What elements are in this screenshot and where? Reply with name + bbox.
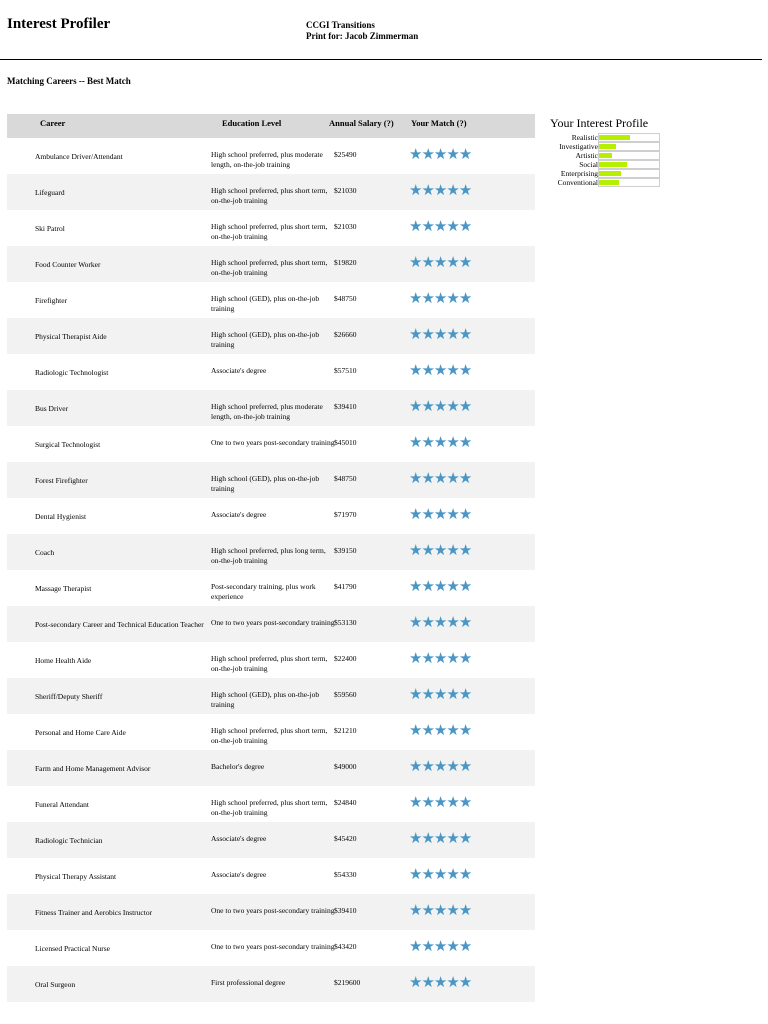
- table-row: [7, 210, 535, 246]
- star-icon: ★: [446, 831, 459, 847]
- star-icon: ★: [409, 399, 422, 415]
- star-icon: ★: [433, 399, 447, 415]
- star-icon: ★: [458, 507, 472, 523]
- career-link[interactable]: Farm and Home Management Advisor: [35, 764, 151, 773]
- match-rating: [409, 364, 471, 379]
- star-icon: ★: [433, 687, 447, 703]
- table-body: [7, 138, 535, 1002]
- annual-salary: $57510: [334, 366, 357, 375]
- career-link[interactable]: Post-secondary Career and Technical Education Teacher: [35, 620, 204, 629]
- match-rating: [409, 724, 471, 739]
- star-icon: ★: [421, 363, 434, 379]
- career-link[interactable]: Firefighter: [35, 296, 68, 305]
- education-level: One to two years post-secondary training: [211, 942, 335, 951]
- star-icon: ★: [421, 579, 434, 595]
- star-icon: ★: [421, 795, 434, 811]
- star-icon: ★: [433, 651, 447, 667]
- career-link[interactable]: Surgical Technologist: [35, 440, 101, 449]
- star-icon: ★: [433, 543, 447, 559]
- star-icon: ★: [458, 831, 472, 847]
- star-icon: ★: [409, 363, 422, 379]
- star-icon: ★: [458, 651, 472, 667]
- star-icon: ★: [458, 939, 472, 955]
- star-icon: ★: [409, 867, 422, 883]
- match-rating: [409, 652, 471, 667]
- star-icon: ★: [458, 363, 472, 379]
- profile-bar-track: [598, 160, 660, 169]
- star-icon: ★: [458, 543, 472, 559]
- table-row: [7, 318, 535, 354]
- star-icon: ★: [409, 507, 422, 523]
- table-row: [7, 786, 535, 822]
- star-icon: ★: [433, 147, 447, 163]
- education-level: High school (GED), plus on-the-job training: [211, 690, 320, 709]
- section-title: Matching Careers -- Best Match: [7, 76, 131, 86]
- star-icon: ★: [409, 831, 422, 847]
- column-header-salary[interactable]: Annual Salary (?): [329, 118, 394, 128]
- star-icon: ★: [433, 579, 447, 595]
- match-rating: [409, 508, 471, 523]
- star-icon: ★: [433, 327, 447, 343]
- star-icon: ★: [458, 579, 472, 595]
- star-icon: ★: [421, 759, 434, 775]
- star-icon: ★: [421, 183, 434, 199]
- education-level: One to two years post-secondary training: [211, 438, 335, 447]
- annual-salary: $21210: [334, 726, 357, 735]
- match-rating: [409, 832, 471, 847]
- match-rating: [409, 904, 471, 919]
- star-icon: ★: [458, 975, 472, 991]
- star-icon: ★: [409, 579, 422, 595]
- careers-table: [7, 114, 535, 1002]
- star-icon: ★: [458, 687, 472, 703]
- table-row: [7, 246, 535, 282]
- table-row: [7, 714, 535, 750]
- table-row: [7, 390, 535, 426]
- match-rating: [409, 580, 471, 595]
- table-row: [7, 498, 535, 534]
- page-title: Interest Profiler: [7, 16, 111, 32]
- table-row: [7, 138, 535, 174]
- career-link[interactable]: Bus Driver: [35, 404, 69, 413]
- star-icon: ★: [421, 867, 434, 883]
- star-icon: ★: [409, 615, 422, 631]
- match-rating: [409, 220, 471, 235]
- annual-salary: $19820: [334, 258, 357, 267]
- education-level: One to two years post-secondary training: [211, 618, 335, 627]
- table-row: [7, 606, 535, 642]
- app-name: CCGI Transitions: [306, 20, 375, 30]
- star-icon: ★: [458, 435, 472, 451]
- star-icon: ★: [433, 255, 447, 271]
- profile-bar-track: [598, 151, 660, 160]
- match-rating: [409, 436, 471, 451]
- profile-row: [550, 169, 660, 178]
- education-level: Associate's degree: [211, 834, 267, 843]
- match-rating: [409, 688, 471, 703]
- table-row: [7, 642, 535, 678]
- star-icon: ★: [433, 831, 447, 847]
- table-row: [7, 282, 535, 318]
- star-icon: ★: [446, 471, 459, 487]
- profile-bar-track: [598, 178, 660, 187]
- career-link[interactable]: Fitness Trainer and Aerobics Instructor: [35, 908, 153, 917]
- education-level: High school preferred, plus short term, on-the-job training: [211, 186, 328, 205]
- table-row: [7, 174, 535, 210]
- star-icon: ★: [458, 183, 472, 199]
- star-icon: ★: [458, 471, 472, 487]
- star-icon: ★: [446, 219, 459, 235]
- education-level: High school (GED), plus on-the-job training: [211, 330, 320, 349]
- education-level: High school (GED), plus on-the-job training: [211, 294, 320, 313]
- star-icon: ★: [446, 687, 459, 703]
- match-rating: [409, 868, 471, 883]
- star-icon: ★: [409, 147, 422, 163]
- star-icon: ★: [446, 399, 459, 415]
- profile-bar: [599, 135, 630, 140]
- table-row: [7, 462, 535, 498]
- star-icon: ★: [421, 615, 434, 631]
- annual-salary: $45420: [334, 834, 357, 843]
- career-link[interactable]: Lifeguard: [35, 188, 65, 197]
- match-rating: [409, 184, 471, 199]
- table-header: [7, 114, 535, 138]
- print-for-label: Print for: Jacob Zimmerman: [306, 31, 419, 41]
- career-link[interactable]: Funeral Attendant: [35, 800, 89, 809]
- education-level: High school preferred, plus short term, on-the-job training: [211, 654, 328, 673]
- table-row: [7, 822, 535, 858]
- star-icon: ★: [458, 723, 472, 739]
- match-rating: [409, 256, 471, 271]
- star-icon: ★: [458, 399, 472, 415]
- star-icon: ★: [446, 759, 459, 775]
- match-rating: [409, 616, 471, 631]
- star-icon: ★: [409, 255, 422, 271]
- education-level: High school (GED), plus on-the-job training: [211, 474, 320, 493]
- annual-salary: $21030: [334, 186, 357, 195]
- star-icon: ★: [409, 723, 422, 739]
- star-icon: ★: [446, 867, 459, 883]
- annual-salary: $219600: [334, 978, 361, 987]
- match-rating: [409, 328, 471, 343]
- career-link[interactable]: Food Counter Worker: [35, 260, 101, 269]
- star-icon: ★: [446, 795, 459, 811]
- star-icon: ★: [421, 507, 434, 523]
- star-icon: ★: [409, 219, 422, 235]
- table-row: [7, 750, 535, 786]
- star-icon: ★: [433, 867, 447, 883]
- career-link[interactable]: Oral Surgeon: [35, 980, 76, 989]
- star-icon: ★: [421, 399, 434, 415]
- annual-salary: $49000: [334, 762, 357, 771]
- education-level: Post-secondary training, plus work experience: [211, 582, 316, 601]
- star-icon: ★: [458, 219, 472, 235]
- table-row: [7, 426, 535, 462]
- annual-salary: $21030: [334, 222, 357, 231]
- annual-salary: $39410: [334, 402, 357, 411]
- profile-row: [550, 133, 660, 142]
- star-icon: ★: [409, 795, 422, 811]
- star-icon: ★: [433, 291, 447, 307]
- star-icon: ★: [421, 255, 434, 271]
- star-icon: ★: [421, 903, 434, 919]
- career-link[interactable]: Licensed Practical Nurse: [35, 944, 110, 953]
- star-icon: ★: [458, 147, 472, 163]
- star-icon: ★: [421, 975, 434, 991]
- profile-label: Artistic: [575, 151, 598, 160]
- star-icon: ★: [409, 183, 422, 199]
- education-level: High school preferred, plus moderate length, on-the-job training: [211, 402, 323, 421]
- star-icon: ★: [458, 759, 472, 775]
- profile-row: [550, 178, 660, 187]
- match-rating: [409, 292, 471, 307]
- star-icon: ★: [446, 255, 459, 271]
- star-icon: ★: [421, 471, 434, 487]
- star-icon: ★: [446, 507, 459, 523]
- star-icon: ★: [433, 435, 447, 451]
- star-icon: ★: [446, 327, 459, 343]
- profile-row: [550, 160, 660, 169]
- profile-bar: [599, 162, 627, 167]
- header-info: [306, 20, 418, 42]
- star-icon: ★: [409, 939, 422, 955]
- star-icon: ★: [433, 219, 447, 235]
- profile-bar: [599, 153, 612, 158]
- star-icon: ★: [446, 975, 459, 991]
- table-row: [7, 930, 535, 966]
- education-level: Associate's degree: [211, 366, 267, 375]
- star-icon: ★: [409, 291, 422, 307]
- annual-salary: $24840: [334, 798, 357, 807]
- star-icon: ★: [409, 435, 422, 451]
- star-icon: ★: [409, 759, 422, 775]
- annual-salary: $43420: [334, 942, 357, 951]
- annual-salary: $39410: [334, 906, 357, 915]
- education-level: High school preferred, plus short term, on-the-job training: [211, 726, 328, 745]
- career-link[interactable]: Forest Firefighter: [35, 476, 88, 485]
- star-icon: ★: [433, 615, 447, 631]
- star-icon: ★: [446, 183, 459, 199]
- star-icon: ★: [421, 831, 434, 847]
- annual-salary: $48750: [334, 474, 357, 483]
- profile-bar: [599, 144, 616, 149]
- education-level: Associate's degree: [211, 510, 267, 519]
- star-icon: ★: [433, 795, 447, 811]
- star-icon: ★: [433, 183, 447, 199]
- star-icon: ★: [458, 291, 472, 307]
- star-icon: ★: [421, 327, 434, 343]
- profile-bar-track: [598, 142, 660, 151]
- table-row: [7, 570, 535, 606]
- education-level: High school preferred, plus short term, on-the-job training: [211, 798, 328, 817]
- star-icon: ★: [421, 543, 434, 559]
- star-icon: ★: [409, 327, 422, 343]
- annual-salary: $45010: [334, 438, 357, 447]
- profile-label: Realistic: [571, 133, 598, 142]
- star-icon: ★: [409, 975, 422, 991]
- education-level: First professional degree: [211, 978, 286, 987]
- star-icon: ★: [446, 543, 459, 559]
- annual-salary: $59560: [334, 690, 357, 699]
- interest-profile-chart: [550, 133, 660, 187]
- star-icon: ★: [421, 219, 434, 235]
- star-icon: ★: [421, 723, 434, 739]
- star-icon: ★: [409, 651, 422, 667]
- star-icon: ★: [433, 975, 447, 991]
- career-link[interactable]: Ski Patrol: [35, 224, 65, 233]
- profile-bar: [599, 180, 619, 185]
- star-icon: ★: [409, 543, 422, 559]
- match-rating: [409, 976, 471, 991]
- star-icon: ★: [446, 903, 459, 919]
- match-rating: [409, 760, 471, 775]
- table-row: [7, 678, 535, 714]
- match-rating: [409, 544, 471, 559]
- match-rating: [409, 148, 471, 163]
- match-rating: [409, 940, 471, 955]
- star-icon: ★: [433, 471, 447, 487]
- career-link[interactable]: Radiologic Technologist: [35, 368, 109, 377]
- match-rating: [409, 472, 471, 487]
- star-icon: ★: [421, 939, 434, 955]
- star-icon: ★: [446, 579, 459, 595]
- star-icon: ★: [458, 903, 472, 919]
- star-icon: ★: [433, 363, 447, 379]
- profile-label: Social: [579, 160, 598, 169]
- star-icon: ★: [421, 687, 434, 703]
- annual-salary: $25490: [334, 150, 357, 159]
- annual-salary: $54330: [334, 870, 357, 879]
- star-icon: ★: [421, 651, 434, 667]
- profile-bar-track: [598, 133, 660, 142]
- education-level: Bachelor's degree: [211, 762, 265, 771]
- profile-row: [550, 151, 660, 160]
- career-link[interactable]: Physical Therapy Assistant: [35, 872, 117, 881]
- education-level: High school preferred, plus short term, on-the-job training: [211, 222, 328, 241]
- match-rating: [409, 796, 471, 811]
- star-icon: ★: [458, 327, 472, 343]
- career-link[interactable]: Coach: [35, 548, 55, 557]
- career-link[interactable]: Home Health Aide: [35, 656, 92, 665]
- star-icon: ★: [433, 939, 447, 955]
- career-link[interactable]: Massage Therapist: [35, 584, 92, 593]
- table-row: [7, 534, 535, 570]
- star-icon: ★: [446, 147, 459, 163]
- star-icon: ★: [433, 903, 447, 919]
- match-rating: [409, 400, 471, 415]
- star-icon: ★: [446, 615, 459, 631]
- star-icon: ★: [433, 723, 447, 739]
- interest-profile-title: Your Interest Profile: [550, 116, 649, 130]
- star-icon: ★: [446, 435, 459, 451]
- education-level: High school preferred, plus moderate length, on-the-job training: [211, 150, 323, 169]
- career-link[interactable]: Personal and Home Care Aide: [35, 728, 126, 737]
- education-level: One to two years post-secondary training: [211, 906, 335, 915]
- star-icon: ★: [458, 615, 472, 631]
- star-icon: ★: [433, 759, 447, 775]
- career-link[interactable]: Sheriff/Deputy Sheriff: [35, 692, 103, 701]
- education-level: High school preferred, plus short term, on-the-job training: [211, 258, 328, 277]
- annual-salary: $48750: [334, 294, 357, 303]
- career-link[interactable]: Dental Hygienist: [35, 512, 87, 521]
- star-icon: ★: [446, 723, 459, 739]
- profile-label: Conventional: [557, 178, 598, 187]
- profile-row: [550, 142, 660, 151]
- star-icon: ★: [409, 687, 422, 703]
- annual-salary: $26660: [334, 330, 357, 339]
- star-icon: ★: [409, 471, 422, 487]
- column-header-match[interactable]: Your Match (?): [411, 118, 467, 128]
- annual-salary: $41790: [334, 582, 357, 591]
- annual-salary: $39150: [334, 546, 357, 555]
- table-row: [7, 354, 535, 390]
- profile-label: Enterprising: [560, 169, 598, 178]
- star-icon: ★: [458, 255, 472, 271]
- career-link[interactable]: Physical Therapist Aide: [35, 332, 107, 341]
- star-icon: ★: [458, 795, 472, 811]
- education-level: Associate's degree: [211, 870, 267, 879]
- profile-bar-track: [598, 169, 660, 178]
- star-icon: ★: [458, 867, 472, 883]
- career-link[interactable]: Ambulance Driver/Attendant: [35, 152, 123, 161]
- star-icon: ★: [446, 651, 459, 667]
- annual-salary: $22400: [334, 654, 357, 663]
- header-divider: [0, 59, 762, 60]
- star-icon: ★: [409, 903, 422, 919]
- career-link[interactable]: Radiologic Technician: [35, 836, 103, 845]
- column-header-education[interactable]: Education Level: [222, 118, 282, 128]
- star-icon: ★: [421, 291, 434, 307]
- table-row: [7, 858, 535, 894]
- profile-label: Investigative: [559, 142, 598, 151]
- star-icon: ★: [446, 363, 459, 379]
- annual-salary: $53130: [334, 618, 357, 627]
- education-level: High school preferred, plus long term, on-the-job training: [211, 546, 326, 565]
- table-row: [7, 894, 535, 930]
- column-header-career[interactable]: Career: [40, 118, 66, 128]
- star-icon: ★: [446, 939, 459, 955]
- table-row: [7, 966, 535, 1002]
- annual-salary: $71970: [334, 510, 357, 519]
- star-icon: ★: [433, 507, 447, 523]
- star-icon: ★: [446, 291, 459, 307]
- star-icon: ★: [421, 435, 434, 451]
- profile-bar: [599, 171, 621, 176]
- interest-profile-panel: [550, 116, 670, 187]
- star-icon: ★: [421, 147, 434, 163]
